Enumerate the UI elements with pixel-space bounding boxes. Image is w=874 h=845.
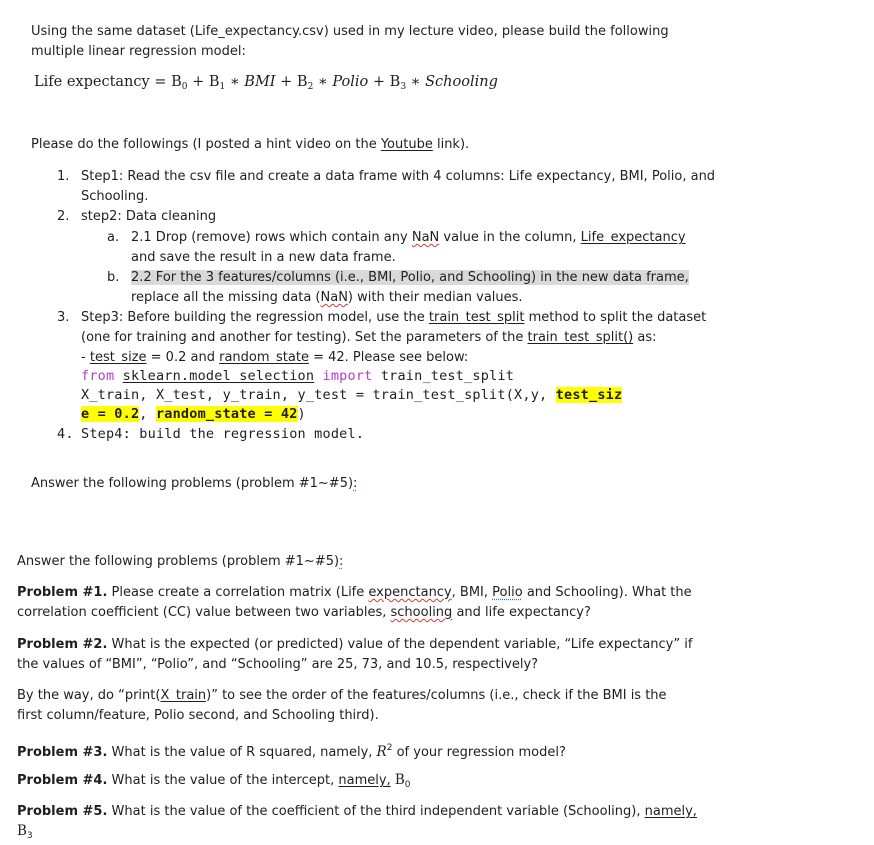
step-2a-line-2: and save the result in a new data frame.: [131, 250, 396, 265]
step-2b-line-1: 2.2 For the 3 features/columns (i.e., BMI, Polio, and Schooling) in the new data frame,: [131, 270, 689, 285]
code-line-2: X_train, X_test, y_train, y_test = train_test_split(X,y, test_siz: [81, 387, 623, 403]
step-2-number: 2.: [57, 209, 70, 224]
step-1-line-2: Schooling.: [81, 189, 149, 204]
step-2b-label: b.: [107, 270, 120, 285]
intro-line-1: Using the same dataset (Life_expectancy.csv) used in my lecture video, please build the following: [31, 24, 669, 39]
step-2a-line-1: 2.1 Drop (remove) rows which contain any NaN value in the column, Life_expectancy: [131, 230, 686, 245]
model-equation: Life expectancy = $B_0 + B_1$ ∗ BMI + $B_2$ ∗ Polio + $B_3$ ∗ Schooling: [34, 74, 498, 92]
btw-line-2: first column/feature, Polio second, and Schooling third).: [17, 708, 379, 723]
problem-5-line-1: Problem #5. What is the value of the coefficient of the third independent variable (Schooling), namely,: [17, 804, 697, 819]
code-line-3: e = 0.2, random_state = 42): [81, 406, 306, 422]
step-1-number: 1.: [57, 169, 70, 184]
step-2a-label: a.: [107, 230, 120, 245]
step-4-number: 4.: [57, 426, 74, 442]
youtube-link[interactable]: Youtube: [380, 137, 433, 152]
problem-2-line-2: the values of “BMI”, “Polio”, and “Schooling” are 25, 73, and 10.5, respectively?: [17, 657, 539, 672]
problem-1-line-1: Problem #1. Please create a correlation matrix (Life expenctancy, BMI, Polio and Schooling). What the: [17, 585, 692, 600]
step-3-line-2: (one for training and another for testing). Set the parameters of the train_test_split() as:: [81, 330, 657, 345]
problem-2-line-1: Problem #2. What is the expected (or predicted) value of the dependent variable, “Life expectancy” if: [17, 637, 693, 652]
answer-heading-2: Answer the following problems (problem #1~#5):: [17, 554, 344, 569]
problem-5-line-2: $B_3$: [17, 823, 33, 841]
btw-line-1: By the way, do “print(X_train)” to see the order of the features/columns (i.e., check if the BMI is the: [17, 688, 667, 703]
code-line-1: from sklearn.model_selection import train_test_split: [81, 368, 515, 384]
step-3-line-3: - test_size = 0.2 and random_state = 42. Please see below:: [81, 350, 469, 365]
step-4-text: Step4: build the regression model.: [81, 426, 365, 442]
problem-1-line-2: correlation coefficient (CC) value between two variables, schooling and life expectancy?: [17, 605, 591, 620]
intro-line-2: multiple linear regression model:: [31, 44, 246, 59]
step-3-line-1: Step3: Before building the regression model, use the train_test_split method to split the dataset: [81, 310, 707, 325]
answer-heading-1: Answer the following problems (problem #1~#5):: [31, 476, 358, 491]
problem-4-line: Problem #4. What is the value of the intercept, namely, $B_0$: [17, 772, 411, 790]
model-lhs: Life expectancy =: [34, 74, 167, 90]
step-2-line-1: step2: Data cleaning: [81, 209, 217, 224]
hint-line: Please do the followings (I posted a hint video on the Youtube link).: [31, 137, 470, 152]
step-2b-line-2: replace all the missing data (NaN) with their median values.: [131, 290, 523, 305]
step-3-number: 3.: [57, 310, 70, 325]
step-1-line-1: Step1: Read the csv file and create a data frame with 4 columns: Life expectancy, BMI, Polio, and: [81, 169, 716, 184]
problem-3-line: Problem #3. What is the value of R squared, namely, $R^2$ of your regression model?: [17, 743, 566, 760]
